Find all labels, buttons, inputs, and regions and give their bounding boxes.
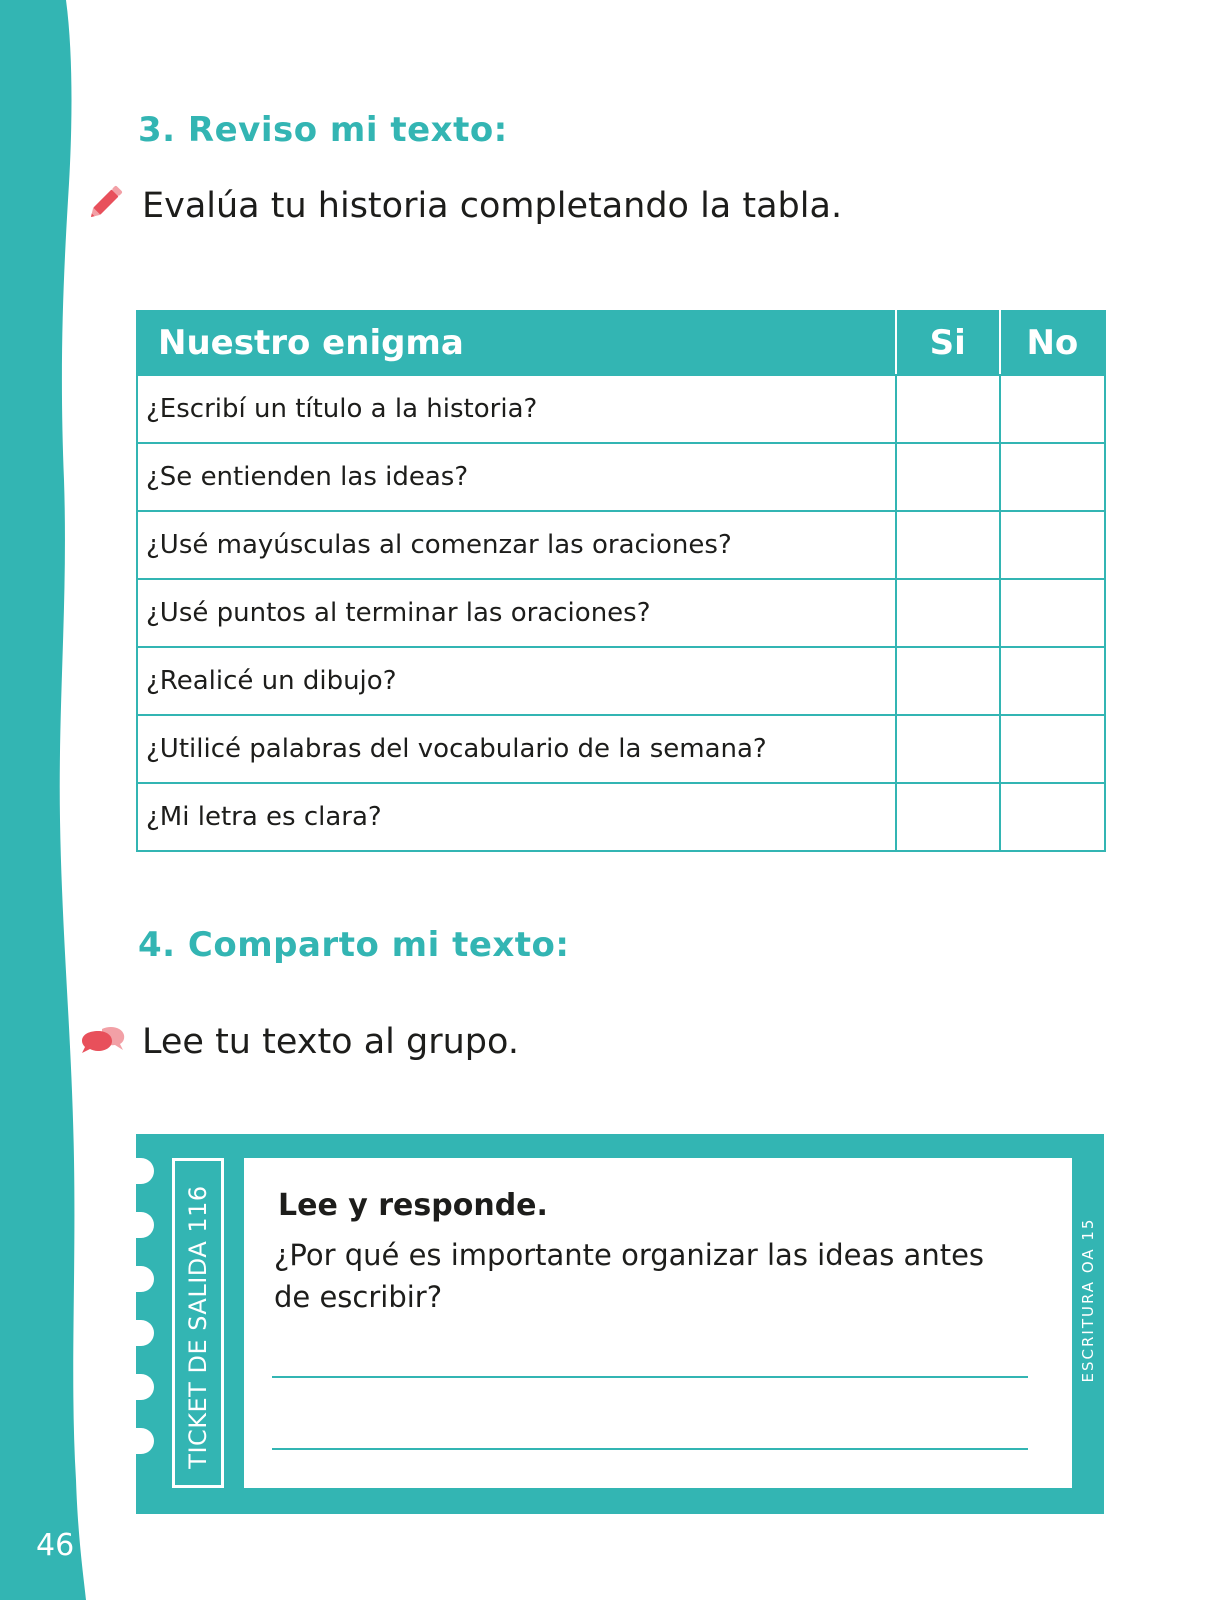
- ticket-notch: [132, 1212, 154, 1238]
- table-row: [137, 715, 1105, 783]
- no-checkbox-cell[interactable]: [1000, 715, 1105, 783]
- table-row: [137, 579, 1105, 647]
- yes-checkbox-cell[interactable]: [896, 715, 1000, 783]
- section-4-instruction: Lee tu texto al grupo.: [142, 1022, 519, 1062]
- row-question: ¿Usé puntos al terminar las oraciones?: [137, 579, 896, 647]
- table-row: [137, 511, 1105, 579]
- exit-ticket: [136, 1134, 1104, 1514]
- answer-line[interactable]: [272, 1376, 1028, 1378]
- ticket-notch: [132, 1266, 154, 1292]
- left-decorative-band: [0, 0, 100, 1600]
- ticket-right-label: ESCRITURA OA 15: [1079, 1217, 1097, 1383]
- yes-checkbox-cell[interactable]: [896, 579, 1000, 647]
- pencil-icon: [86, 178, 130, 222]
- yes-checkbox-cell[interactable]: [896, 443, 1000, 511]
- ticket-question: ¿Por qué es importante organizar las ideas antes de escribir?: [274, 1238, 985, 1314]
- header-no: No: [1000, 311, 1105, 375]
- yes-checkbox-cell[interactable]: [896, 511, 1000, 579]
- table-header-row: [137, 311, 1105, 375]
- page-number: 46: [36, 1528, 75, 1563]
- header-question: Nuestro enigma: [137, 311, 896, 375]
- row-question: ¿Escribí un título a la historia?: [137, 375, 896, 443]
- no-checkbox-cell[interactable]: [1000, 511, 1105, 579]
- speech-bubbles-icon: [80, 1025, 128, 1059]
- ticket-answer-panel: [244, 1158, 1072, 1488]
- no-checkbox-cell[interactable]: [1000, 783, 1105, 851]
- ticket-heading: Lee y responde.: [278, 1188, 548, 1223]
- header-yes: Si: [896, 311, 1000, 375]
- row-question: ¿Usé mayúsculas al comenzar las oraciones?: [137, 511, 896, 579]
- table-row: [137, 783, 1105, 851]
- ticket-notch: [132, 1374, 154, 1400]
- ticket-side-label: TICKET DE SALIDA 116: [184, 1185, 212, 1469]
- answer-line[interactable]: [272, 1448, 1028, 1450]
- table-row: [137, 443, 1105, 511]
- section-4-title: 4. Comparto mi texto:: [138, 925, 570, 965]
- table-row: [137, 375, 1105, 443]
- row-question: ¿Se entienden las ideas?: [137, 443, 896, 511]
- ticket-notch: [132, 1320, 154, 1346]
- no-checkbox-cell[interactable]: [1000, 443, 1105, 511]
- row-question: ¿Mi letra es clara?: [137, 783, 896, 851]
- no-checkbox-cell[interactable]: [1000, 579, 1105, 647]
- evaluation-table: [136, 310, 1106, 852]
- ticket-notch: [132, 1158, 154, 1184]
- yes-checkbox-cell[interactable]: [896, 375, 1000, 443]
- row-question: ¿Realicé un dibujo?: [137, 647, 896, 715]
- section-3-instruction: Evalúa tu historia completando la tabla.: [142, 186, 843, 226]
- no-checkbox-cell[interactable]: [1000, 375, 1105, 443]
- table-row: [137, 647, 1105, 715]
- no-checkbox-cell[interactable]: [1000, 647, 1105, 715]
- yes-checkbox-cell[interactable]: [896, 647, 1000, 715]
- row-question: ¿Utilicé palabras del vocabulario de la semana?: [137, 715, 896, 783]
- section-3-title: 3. Reviso mi texto:: [138, 110, 508, 150]
- ticket-notch: [132, 1428, 154, 1454]
- yes-checkbox-cell[interactable]: [896, 783, 1000, 851]
